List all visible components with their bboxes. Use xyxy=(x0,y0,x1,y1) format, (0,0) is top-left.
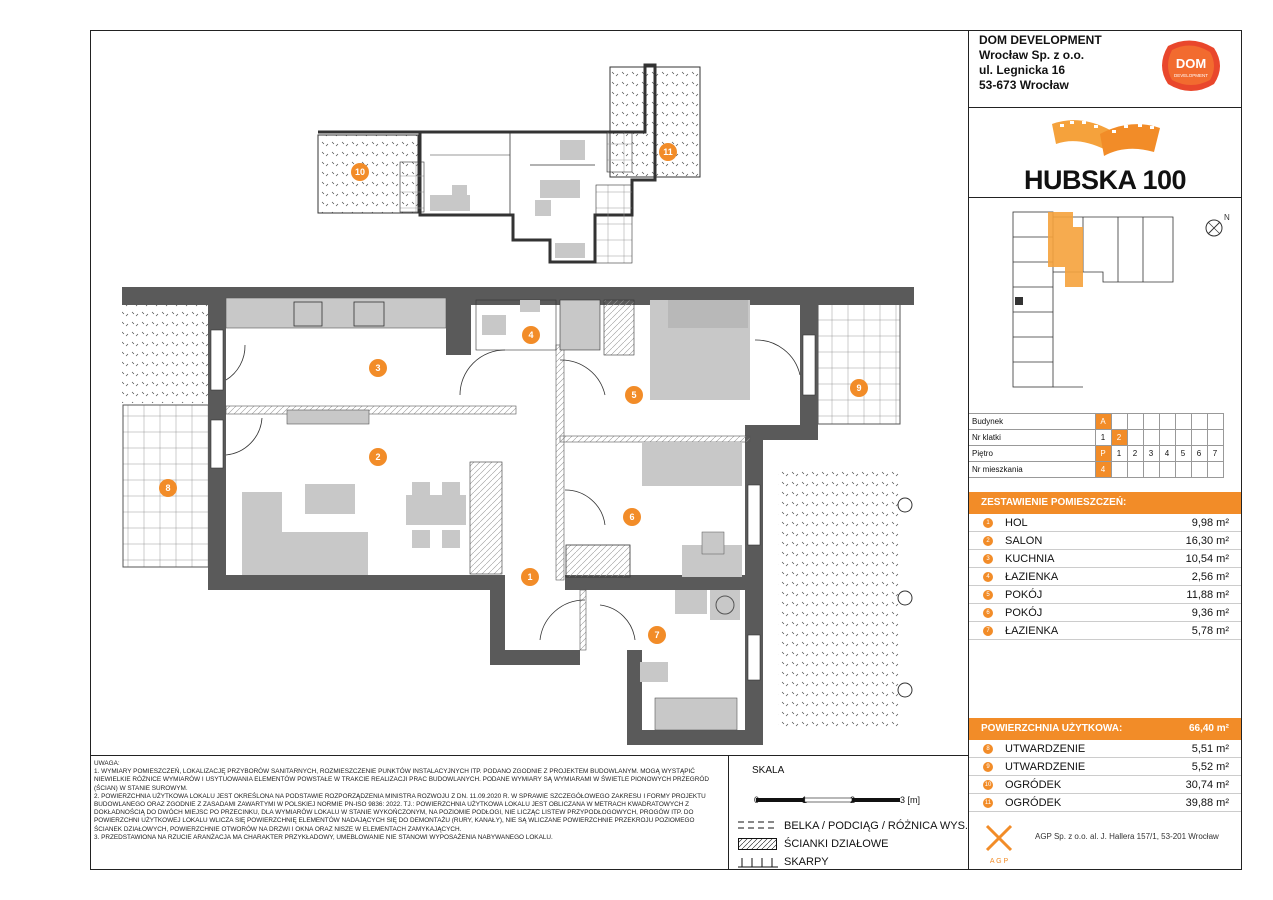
legend-partition-label: ŚCIANKI DZIAŁOWE xyxy=(784,838,889,850)
extra-row xyxy=(969,740,1241,758)
dashed-line-icon xyxy=(738,819,778,831)
extra-name: UTWARDZENIE xyxy=(1005,743,1086,755)
extra-name: OGRÓDEK xyxy=(1005,797,1062,809)
room-row xyxy=(969,568,1241,586)
mieszkanie-value: 4 xyxy=(1095,462,1111,478)
svg-text:3: 3 xyxy=(375,363,381,373)
legend-slope-label: SKARPY xyxy=(784,856,829,868)
usable-area-value: 66,40 m² xyxy=(1188,723,1229,734)
logo-subtext: DEVELOPMENT xyxy=(1173,73,1209,78)
location-table xyxy=(969,413,1224,478)
note-3: 3. PRZEDSTAWIONA NA RZUCIE ARANŻACJA MA CHARAKTER PRZYKŁADOWY, UMEBLOWANIE NIE STANOWI WYPOSAŻENIA NABYWANEGO LOKALU. xyxy=(94,833,553,841)
room-number-badge: 1 xyxy=(983,518,993,528)
room-name: POKÓJ xyxy=(1005,589,1043,601)
legend xyxy=(738,817,968,871)
sink-4 xyxy=(520,300,540,312)
extra-row xyxy=(969,758,1241,776)
north-label: N xyxy=(1224,213,1230,222)
room-number-badge: 5 xyxy=(983,590,993,600)
room-number-badge: 7 xyxy=(983,626,993,636)
agp-logo xyxy=(983,822,1015,866)
notes-divider xyxy=(91,755,968,756)
rooms-header-label: ZESTAWIENIE POMIESZCZEŃ: xyxy=(981,497,1127,508)
toilet-7 xyxy=(640,662,668,682)
legend-divider xyxy=(728,756,729,869)
scale-tick-0: 0 xyxy=(754,795,760,805)
agp-address: AGP Sp. z o.o. al. J. Hallera 157/1, 53-201 Wrocław xyxy=(1035,832,1219,841)
range-hood xyxy=(287,410,369,424)
legend-partition xyxy=(738,835,968,853)
svg-text:10: 10 xyxy=(354,167,366,177)
extra-number-badge: 10 xyxy=(984,782,992,788)
room-row xyxy=(969,514,1241,532)
rooms-header xyxy=(969,492,1241,514)
pietro-label: Piętro xyxy=(969,446,1095,462)
room-row xyxy=(969,586,1241,604)
hatched-wall-icon xyxy=(738,838,778,850)
budynek-label: Budynek xyxy=(969,414,1095,430)
room-area: 10,54 m² xyxy=(1185,553,1229,565)
company-postal: 53-673 Wrocław xyxy=(979,78,1069,92)
floor-plan xyxy=(91,31,968,755)
svg-text:6: 6 xyxy=(629,512,635,522)
room-number-badge: 4 xyxy=(983,572,993,582)
slope-icon xyxy=(738,856,778,868)
room-name: ŁAZIENKA xyxy=(1005,571,1059,583)
pietro-2: 2 xyxy=(1127,446,1143,462)
north-arrow-icon xyxy=(1202,212,1230,240)
paving-left xyxy=(122,303,212,403)
site-location-map xyxy=(1003,197,1178,402)
terrace-9 xyxy=(818,304,900,424)
svg-text:2: 2 xyxy=(375,452,381,462)
klatka-1: 1 xyxy=(1095,430,1111,446)
kitchen-counter xyxy=(226,298,446,328)
shower xyxy=(560,300,600,350)
room-row xyxy=(969,622,1241,640)
agp-letters: A G P xyxy=(989,858,1009,865)
scale-block xyxy=(752,765,921,809)
room-area: 9,36 m² xyxy=(1191,607,1229,619)
sink-7 xyxy=(675,590,707,614)
scale-bar xyxy=(752,776,912,806)
note-2: 2. POWIERZCHNIA UŻYTKOWA LOKALU JEST OKREŚLONA NA PODSTAWIE ROZPORZĄDZENIA MINISTRA ROZWOJU Z DN. 11.09.2020 R. W SPRAWIE SZCZEGÓŁOWEGO ZAKRESU I FORMY PROJEKTU BUDOWLANEGO ORAZ ZGODNIE Z ZASADAMI ZAWARTYMI W POLSKIEJ NORMIE PN-ISO 9836: 2022. TJ.: POWIERZCHNIA UŻYTKOWA LOKALU JEST OBLICZANA W METRACH KWADRATOWYCH Z DOKŁADNOŚCIĄ DO DWÓCH MIEJSC PO PRZECINKU, DLA WYMIARÓW LOKALU W STANIE WYKOŃCZONYM, NA POZIOMIE PODŁOGI, NIE LICZĄC LISTEW PRZYPODŁOGOWYCH, PROGÓW ITP. DO POWIERZCHNI UŻYTKOWEJ LOKALU WLICZA SIĘ POWIERZCHNIĘ ELEMENTÓW NADAJĄCYCH SIĘ DO DEMONTAŻU (RURY, KANAŁY), NIE SĄ WLICZANE POWIERZCHNIE PRZEKROJU POZIOMEGO ŚCIANEK DZIAŁOWYCH, POWIERZCHNIE OTWORÓW NA DRZWI I OKNA ORAZ NISZE W ELEMENTACH ZAMYKAJĄCYCH. xyxy=(94,792,706,833)
pietro-7: 7 xyxy=(1207,446,1223,462)
film-strip-icon xyxy=(1050,112,1162,160)
project-name: HUBSKA 100 xyxy=(1023,165,1187,195)
room-name: POKÓJ xyxy=(1005,607,1043,619)
extra-number-badge: 8 xyxy=(983,744,993,754)
room-name: KUCHNIA xyxy=(1005,553,1055,565)
extra-row xyxy=(969,794,1241,812)
notes-block xyxy=(94,760,714,842)
legend-beam-label: BELKA / PODCIĄG / RÓŻNICA WYS. xyxy=(784,820,968,832)
svg-text:8: 8 xyxy=(165,483,171,493)
pietro-4: 4 xyxy=(1159,446,1175,462)
room-row xyxy=(969,604,1241,622)
note-1: 1. WYMIARY POMIESZCZEŃ, LOKALIZACJĘ PRZYBORÓW SANITARNYCH, ROZMIESZCZENIE PUNKTÓW INSTALACYJNYCH ITP. PODANO ZGODNIE Z PROJEKTEM BUDOWLANYM. MOGĄ WYSTĄPIĆ NIEWIELKIE RÓŻNICE WYMIARÓW I USYTUOWANIA ELEMENTÓW POWSTAŁE W TRAKCIE REALIZACJI PRAC BUDOWLANYCH. PODANE WYMIARY SĄ WYMIARAMI W ŚWIETLE PIONOWYCH PRZEGRÓD (ŚCIAN) W STANIE SUROWYM. xyxy=(94,768,709,792)
extra-area: 5,51 m² xyxy=(1191,743,1229,755)
extra-row xyxy=(969,776,1241,794)
svg-text:1: 1 xyxy=(527,572,533,582)
scale-title: SKALA xyxy=(752,765,785,776)
extra-area: 39,88 m² xyxy=(1185,797,1229,809)
extra-number-badge: 11 xyxy=(984,800,992,806)
bed-6 xyxy=(642,442,742,486)
room-number-badge: 3 xyxy=(983,554,993,564)
logo-text: DOM xyxy=(1175,56,1207,71)
pietro-1: 1 xyxy=(1111,446,1127,462)
room-name: ŁAZIENKA xyxy=(1005,625,1059,637)
room-area: 16,30 m² xyxy=(1185,535,1229,547)
usable-area-header xyxy=(969,718,1241,740)
room-row xyxy=(969,550,1241,568)
extra-name: UTWARDZENIE xyxy=(1005,761,1086,773)
room-name: SALON xyxy=(1005,535,1043,547)
room-area: 2,56 m² xyxy=(1191,571,1229,583)
coffee-table xyxy=(305,484,355,514)
mieszkanie-label: Nr mieszkania xyxy=(969,462,1095,478)
sofa xyxy=(242,532,368,575)
legend-slope xyxy=(738,853,968,871)
svg-text:9: 9 xyxy=(856,383,862,393)
room-name: HOL xyxy=(1005,517,1028,529)
bathtub xyxy=(655,698,737,730)
svg-text:7: 7 xyxy=(654,630,660,640)
extra-number-badge: 9 xyxy=(983,762,993,772)
washer xyxy=(710,590,740,620)
room-area: 9,98 m² xyxy=(1191,517,1229,529)
extra-area: 30,74 m² xyxy=(1185,779,1229,791)
company-street: ul. Legnicka 16 xyxy=(979,63,1066,77)
company-name: DOM DEVELOPMENT xyxy=(979,33,1102,47)
legend-beam xyxy=(738,817,968,835)
header-divider xyxy=(969,107,1241,108)
svg-text:5: 5 xyxy=(631,390,637,400)
pietro-6: 6 xyxy=(1191,446,1207,462)
key-plan xyxy=(318,65,700,263)
klatka-label: Nr klatki xyxy=(969,430,1095,446)
usable-area-label: POWIERZCHNIA UŻYTKOWA: xyxy=(981,723,1123,734)
notes-title: UWAGA: xyxy=(94,760,120,767)
pietro-p: P xyxy=(1095,446,1111,462)
scale-tick-3: 3 [m] xyxy=(900,795,921,805)
dom-development-logo xyxy=(1158,38,1224,94)
garden-strip xyxy=(778,470,900,730)
room-number-badge: 2 xyxy=(983,536,993,546)
company-address xyxy=(979,33,1102,93)
hall-wardrobe xyxy=(470,462,502,574)
room-area: 5,78 m² xyxy=(1191,625,1229,637)
svg-text:4: 4 xyxy=(528,330,534,340)
pietro-3: 3 xyxy=(1143,446,1159,462)
room-area: 11,88 m² xyxy=(1186,589,1229,601)
room-row xyxy=(969,532,1241,550)
scale-tick-2: 2 xyxy=(850,795,856,805)
toilet-4 xyxy=(482,315,506,335)
room-number-badge: 6 xyxy=(983,608,993,618)
wardrobe-6 xyxy=(566,545,630,577)
klatka-2: 2 xyxy=(1111,430,1127,446)
svg-text:11: 11 xyxy=(663,147,673,157)
extra-name: OGRÓDEK xyxy=(1005,779,1062,791)
company-city: Wrocław Sp. z o.o. xyxy=(979,48,1085,62)
budynek-value: A xyxy=(1095,414,1111,430)
scale-tick-1: 1 xyxy=(802,795,808,805)
pietro-5: 5 xyxy=(1175,446,1191,462)
extra-area: 5,52 m² xyxy=(1191,761,1229,773)
